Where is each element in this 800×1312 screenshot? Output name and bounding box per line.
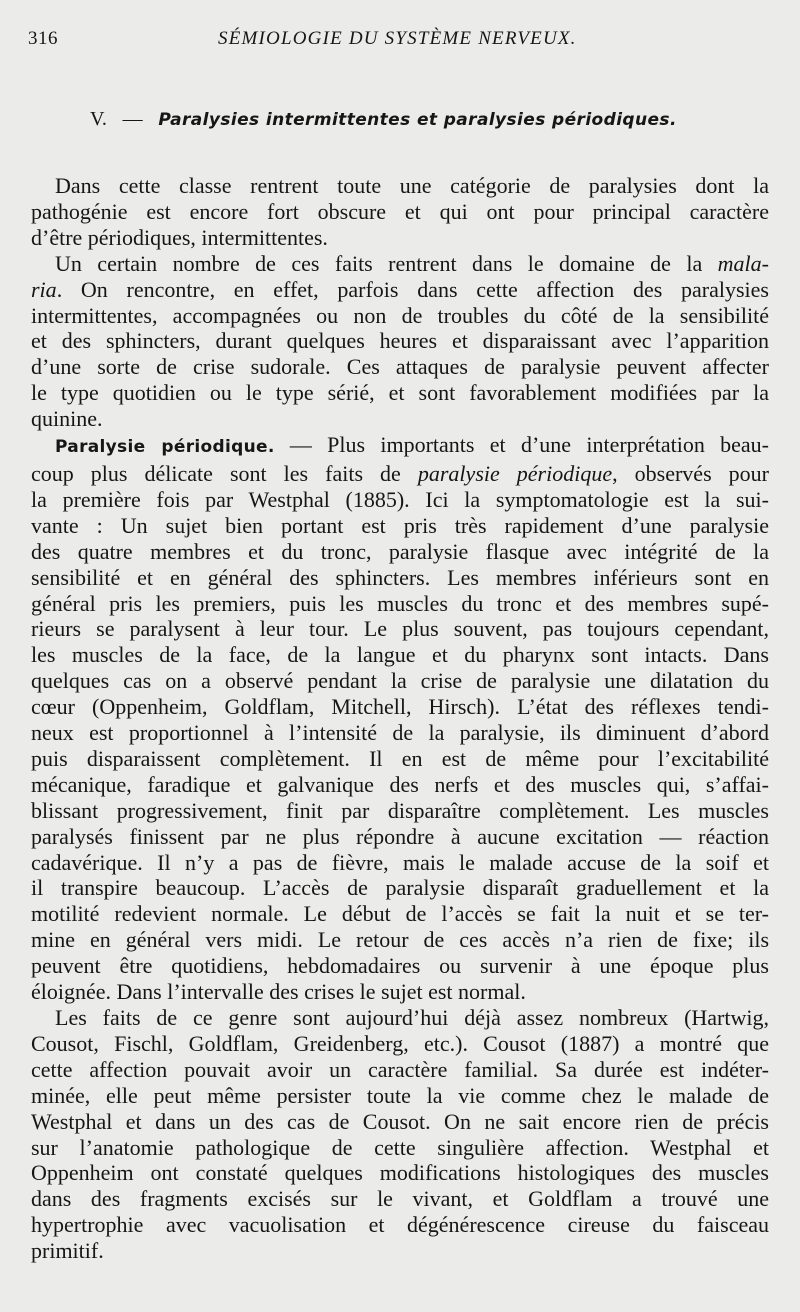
text-line: intermittentes, accompagnées ou non de troubles du côté de la sensibilité (31, 302, 769, 328)
italic-word: mala- (717, 250, 769, 276)
runin-heading: Paralysie périodique. (55, 437, 275, 458)
text-line: minée, elle peut même persister toute la vie comme chez le malade de (31, 1082, 769, 1108)
text-segment: , observés pour (612, 460, 769, 486)
text-line (31, 432, 769, 461)
text-line: vante : Un sujet bien portant est pris très rapidement d’une paralysie (31, 512, 769, 538)
text-line: Cousot, Fischl, Goldflam, Greidenberg, etc.). Cousot (1887) a montré que (31, 1030, 769, 1056)
text-line: primitif. (31, 1238, 104, 1264)
text-segment: coup plus délicate sont les faits de (31, 460, 418, 486)
italic-word: ria (31, 276, 57, 302)
text-line: hypertrophie avec vacuolisation et dégénérescence cireuse du faisceau (31, 1212, 769, 1238)
text-line: les muscles de la face, de la langue et du pharynx sont intacts. Dans (31, 642, 769, 668)
text-line: le type quotidien ou le type sérié, et sont favorablement modifiées par la (31, 380, 769, 406)
text-line: Oppenheim ont constaté quelques modifications histologiques des muscles (31, 1160, 769, 1186)
text-line: il transpire beaucoup. L’accès de paralysie disparaît graduellement et la (31, 875, 769, 901)
text-line: et des sphincters, durant quelques heures et disparaissant avec l’apparition (31, 328, 769, 354)
text-line: motilité redevient normale. Le début de l’accès se fait la nuit et se ter- (31, 901, 769, 927)
section-title: Paralysies intermittentes et paralysies périodiques. (158, 110, 677, 130)
section-numeral: V. (90, 108, 107, 130)
text-line: éloignée. Dans l’intervalle des crises le sujet est normal. (31, 979, 526, 1005)
text-line: Les faits de ce genre sont aujourd’hui déjà assez nombreux (Hartwig, (55, 1005, 769, 1030)
text-line: mécanique, faradique et galvanique des nerfs et des muscles qui, s’affai- (31, 771, 769, 797)
text-line: peuvent être quotidiens, hebdomadaires ou survenir à une époque plus (31, 953, 769, 979)
text-line: puis disparaissent complètement. Il en est de même pour l’excitabilité (31, 745, 769, 771)
text-line (31, 251, 769, 277)
section-dash-glyph: — (122, 108, 143, 130)
paragraph-2 (31, 251, 769, 432)
text-line: cette affection pouvait avoir un caractère familial. Sa durée est indéter- (31, 1056, 769, 1082)
text-segment: Un certain nombre de ces faits rentrent dans le domaine de la (55, 250, 718, 276)
text-line: quinine. (31, 406, 103, 432)
text-line: Westphal et dans un des cas de Cousot. On ne sait encore rien de précis (31, 1108, 769, 1134)
running-head: SÉMIOLOGIE DU SYSTÈME NERVEUX. (218, 28, 577, 49)
text-line: cadavérique. Il n’y a pas de fièvre, mais le malade accuse de la soif et (31, 849, 769, 875)
text-line: quelques cas on a observé pendant la crise de paralysie une dilatation du (31, 668, 769, 694)
text-line: cœur (Oppenheim, Goldflam, Mitchell, Hirsch). L’état des réflexes tendi- (31, 694, 769, 720)
text-line: sur l’anatomie pathologique de cette singulière affection. Westphal et (31, 1134, 769, 1160)
italic-phrase: paralysie périodique (417, 460, 613, 486)
text-line (31, 461, 769, 487)
paragraph-3 (31, 432, 769, 1005)
text-line: la première fois par Westphal (1885). Ici la symptomatologie est la sui- (31, 486, 769, 512)
text-line: mine en général vers midi. Le retour de ces accès n’a rien de fixe; ils (31, 927, 769, 953)
text-line: blissant progressivement, finit par disparaître complètement. Les muscles (31, 797, 769, 823)
text-segment: — Plus importants et d’une interprétation beau- (274, 432, 769, 458)
text-line: des quatre membres et du tronc, paralysie flasque avec intégrité de la (31, 538, 769, 564)
paragraph-1 (31, 173, 769, 251)
paragraph-4 (31, 1005, 769, 1264)
section-dash (113, 108, 153, 130)
section-heading (90, 108, 770, 131)
text-line: dans des fragments excisés sur le vivant, et Goldflam a trouvé une (31, 1186, 769, 1212)
body-text (31, 173, 769, 1264)
text-line: neux est proportionnel à l’intensité de la paralysie, ils diminuent d’abord (31, 720, 769, 746)
text-line: d’une sorte de crise sudorale. Ces attaques de paralysie peuvent affecter (31, 354, 769, 380)
text-line: général pris les premiers, puis les muscles du tronc et des membres supé- (31, 590, 769, 616)
text-segment: . On rencontre, en effet, parfois dans cette affection des paralysies (56, 276, 769, 302)
page-header (28, 28, 768, 52)
text-line: sensibilité et en général des sphincters. Les membres inférieurs sont en (31, 564, 769, 590)
text-line (31, 277, 769, 303)
text-line: rieurs se paralysent à leur tour. Le plus souvent, pas toujours cependant, (31, 616, 769, 642)
text-line: d’être périodiques, intermittentes. (31, 224, 328, 250)
text-line: paralysés finissent par ne plus répondre à aucune excitation — réaction (31, 823, 769, 849)
text-line: pathogénie est encore fort obscure et qui ont pour principal caractère (31, 198, 769, 224)
text-line: Dans cette classe rentrent toute une catégorie de paralysies dont la (55, 173, 769, 198)
page-number: 316 (28, 28, 58, 49)
